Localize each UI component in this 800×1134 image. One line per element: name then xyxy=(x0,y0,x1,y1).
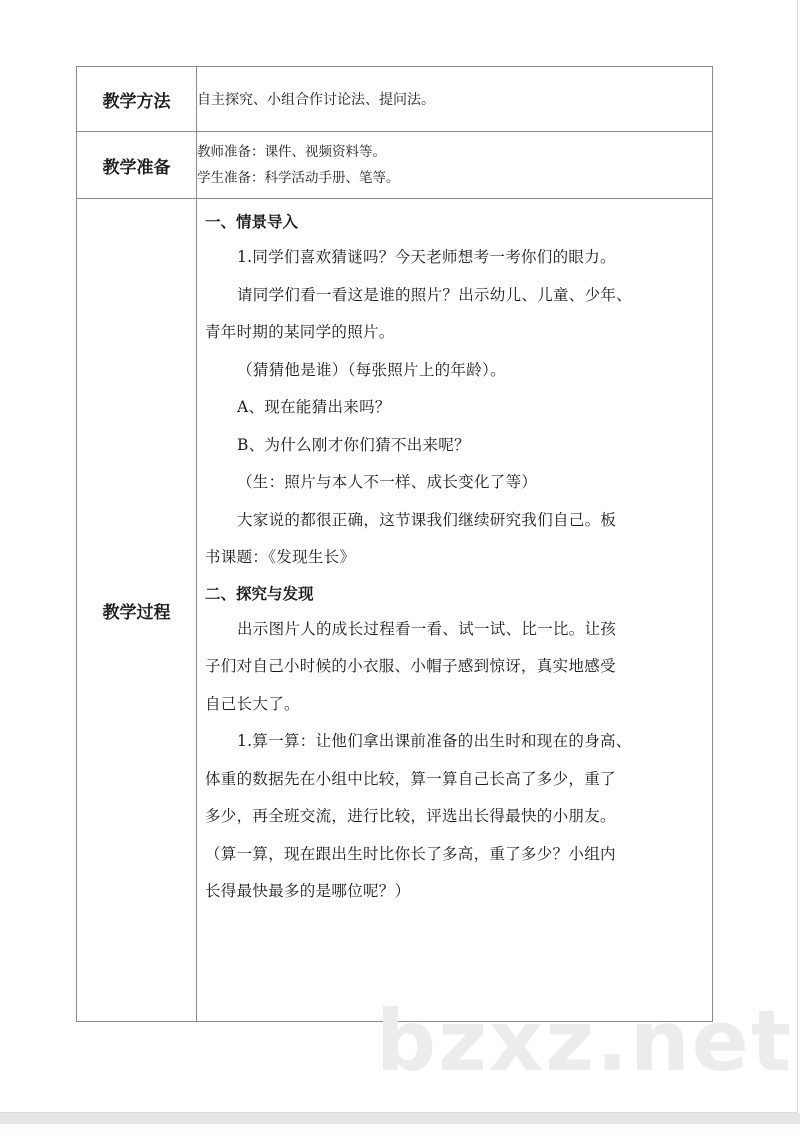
preparation-label: 教学准备 xyxy=(77,132,197,199)
section-heading-explore: 二、探究与发现 xyxy=(205,584,314,603)
paragraph-line: 1.算一算：让他们拿出课前准备的出生时和现在的身高、 xyxy=(237,732,632,750)
table-row-preparation xyxy=(77,132,713,199)
table-row-process xyxy=(77,199,713,1022)
paragraph-line: （算一算，现在跟出生时比你长了多高，重了多少？小组内 xyxy=(205,844,616,863)
process-content xyxy=(197,199,713,1022)
paragraph-line: 书课题：《发现生长》 xyxy=(205,548,356,566)
paragraph-line: 出示图片人的成长过程看一看、试一试、比一比。让孩 xyxy=(237,619,617,638)
lesson-plan-table xyxy=(76,66,713,1022)
paragraph-line: （生：照片与本人不一样、成长变化了等） xyxy=(237,473,538,491)
method-value: 自主探究、小组合作讨论法、提问法。 xyxy=(197,67,713,132)
student-preparation: 学生准备：科学活动手册、笔等。 xyxy=(197,170,400,186)
paragraph-line: 体重的数据先在小组中比较，算一算自己长高了多少，重了 xyxy=(205,769,616,788)
paragraph-line: 请同学们看一看这是谁的照片？出示幼儿、儿童、少年、 xyxy=(237,285,633,304)
paragraph-line: 多少，再全班交流，进行比较，评选出长得最快的小朋友。 xyxy=(205,807,616,825)
preparation-value xyxy=(197,132,713,199)
watermark-text: bzxz.net xyxy=(376,992,793,1090)
paragraph-line: （猜猜他是谁）（每张照片上的年龄）。 xyxy=(237,360,506,379)
table-row-method xyxy=(77,67,713,132)
paragraph-line: A、现在能猜出来吗？ xyxy=(237,398,391,416)
process-label: 教学过程 xyxy=(77,199,197,1022)
paragraph-line: 子们对自己小时候的小衣服、小帽子感到惊讶，真实地感受 xyxy=(205,657,616,675)
page-gap xyxy=(0,1113,800,1124)
teacher-preparation: 教师准备：课件、视频资料等。 xyxy=(197,144,386,160)
paragraph-line: 大家说的都很正确，这节课我们继续研究我们自己。板 xyxy=(237,510,617,529)
next-page-edge xyxy=(0,1124,800,1134)
section-heading-intro: 一、情景导入 xyxy=(205,213,299,231)
paragraph-line: 1.同学们喜欢猜谜吗？今天老师想考一考你们的眼力。 xyxy=(237,248,616,266)
paragraph-line: B、为什么刚才你们猜不出来呢？ xyxy=(237,435,470,454)
paragraph-line: 自己长大了。 xyxy=(205,694,300,713)
paragraph-line: 长得最快最多的是哪位呢？） xyxy=(205,882,411,900)
method-label: 教学方法 xyxy=(77,67,197,132)
paragraph-line: 青年时期的某同学的照片。 xyxy=(205,323,395,341)
